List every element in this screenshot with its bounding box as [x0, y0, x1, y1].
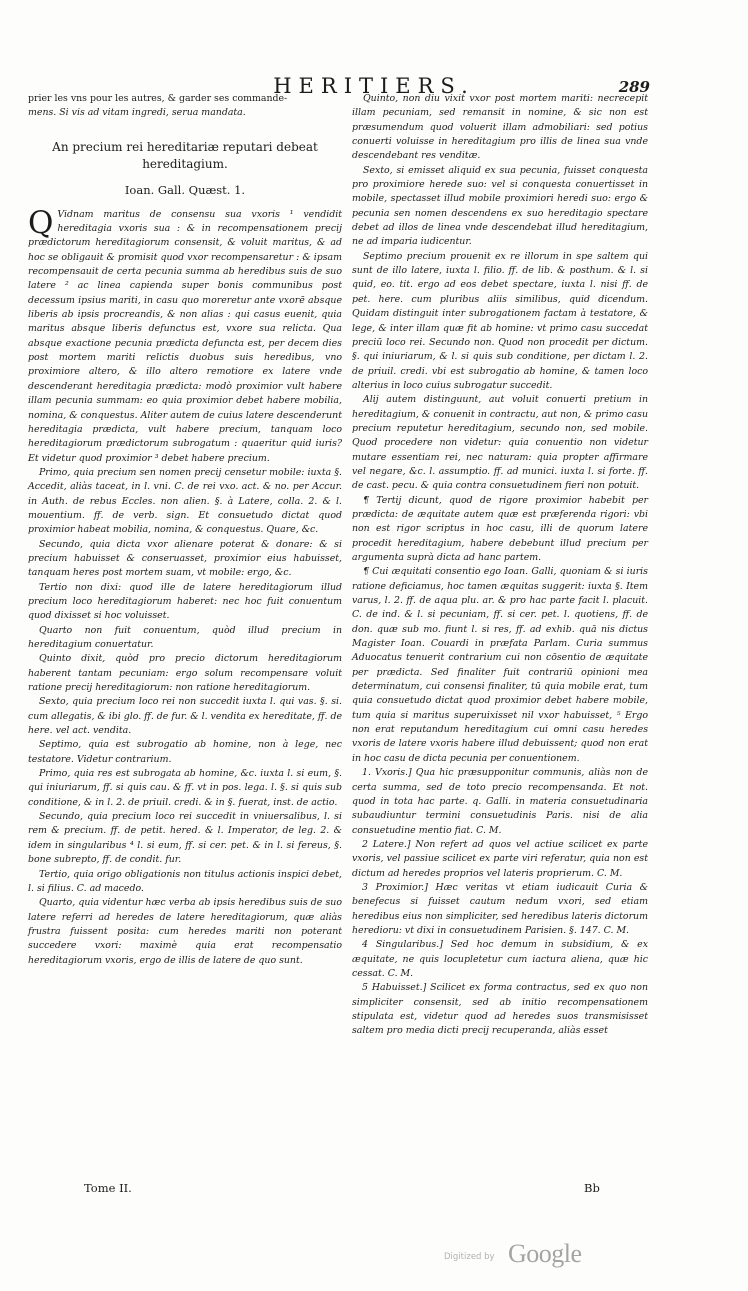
body-paragraph: Tertio non dixi: quod ille de latere hereditagiorum illud precium loco hereditagiorum haberet: nec hoc fuit conuentum quod dixisset si hoc voluisset. — [28, 581, 342, 622]
body-paragraph: Sexto, si emisset aliquid ex sua pecunia, fuisset conquesta pro proximiore herede suo: vel si conquesta conuertisset in mobile, spectasset illud mobile proximiori heredi suo: ergo & pecunia sen nomen descendens ex suo hereditagio spectare debet ad illos de linea vnde descendebat illud hereditagium, ne ad imparia iudicentur. — [352, 164, 648, 248]
body-paragraph: Primo, quia res est subrogata ab homine, &c. iuxta l. si eum, §. qui iniuriarum, ff. si quis cau. & ff. vt in pos. lega. l. §. si quis sub conditione, & in l. 2. de priuil. credi. & in §. fuerat, inst. de actio. — [28, 768, 342, 808]
body-paragraph: Tertio, quia origo obligationis non titulus actionis inspici debet, l. si filius. C. ad macedo. — [28, 868, 342, 894]
drop-cap: Q — [28, 204, 54, 241]
running-head: HERITIERS. — [273, 74, 475, 98]
question-heading: An precium rei hereditariæ reputari debeat hereditagium. — [52, 139, 318, 171]
page-footer — [0, 1181, 748, 1211]
watermark-prefix: Digitized by — [444, 1252, 495, 1262]
body-paragraph: Quarto, quia videntur hæc verba ab ipsis heredibus suis de suo latere referri ad heredes de latere hereditagiorum, quæ aliàs frustra fuissent posita: cum heredes mariti non poterant succedere vxori: maximè quia erat recompensatio hereditagiorum vxoris, ergo de illis de latere de quo sunt. — [28, 897, 342, 966]
body-paragraph: ¶ Cui æquitati consentio ego Ioan. Galli, quoniam & si iuris ratione deficiamus, hoc tamen æquitas suggerit: iuxta §. Item varus, l. 2. ff. de aqua plu. ar. & pro hac parte facit l. placuit. C. de ind. & l. si pecuniam, ff. si cer. pet. l. quotiens, ff. de don. quæ sub mo. fiunt l. si res, ff. ad exhib. quā nis dictus Magister Ioan. Couardi in præfata Parlam. Curia summus Aduocatus tenuerit contrarium cui non cōsentio de æquitate per prædicta. Sed finaliter fuit contrariū opinioni mea determinatum, cui consensi finaliter, tū quia mobile erat, tum quia consuetudo dictat quod proximior debet habere mobile, tum quia si maritus superuixisset nil vxor habuisset, ⁵ Ergo non erat reputandum hereditagium cui omni casu heredes vxoris de latere vxoris habere illud debuissent; quod non erat in hoc casu de dicta pecunia per conuentionem. — [352, 566, 648, 764]
body-paragraph: Quinto, non diu vixit vxor post mortem mariti: necrecepit illam pecuniam, sed remansit in nomine, & sic non est præsumendum quod voluerit illam admobiliari: sed potius conuerti voluisse in hereditagium pro illis de linea sua vnde descendebant res venditæ. — [352, 93, 648, 162]
intro-line: mens. Si vis ad vitam ingredi, serua mandata. — [28, 107, 246, 119]
right-column — [352, 92, 648, 1039]
footnote: 4 Singularibus.] Sed hoc demum in subsidium, & ex æquitate, ne quis locupletetur cum iactura aliena, quæ hic cessat. C. M. — [352, 939, 648, 979]
body-paragraph: Septimo, quia est subrogatio ab homine, non à lege, nec testatore. Videtur contrarium. — [28, 739, 342, 765]
volume-label: Tome II. — [84, 1181, 132, 1195]
body-paragraph: Quinto dixit, quòd pro precio dictorum hereditagiorum haberent tantam pecuniam: ergo solum recompensare voluit ratione precij hereditagiorum: non ratione hereditagiorum. — [28, 653, 342, 694]
body-paragraph: Alij autem distinguunt, aut voluit conuerti pretium in hereditagium, & conuenit in contractu, aut non, & primo casu precium reputetur hereditagium, secundo non, sed mobile. Quod procedere non videtur: quia conuentio non videtur mutare essentiam rei, nec naturam: quia propter affirmare vel negare, &c. l. assumptio. ff. ad munici. iuxta l. si forte. ff. de cast. pecu. & quia contra consuetudinem fieri non potuit. — [352, 394, 648, 492]
left-column — [28, 92, 342, 968]
body-paragraph: Sexto, quia precium loco rei non succedit iuxta l. qui vas. §. si. cum allegatis, & ibi glo. ff. de fur. & l. vendita ex hereditate, ff. de here. vel act. vendita. — [28, 696, 342, 737]
footnote: 5 Habuisset.] Scilicet ex forma contractus, sed ex quo non simpliciter consensit, sed ab initio recompensationem stipulata est, videtur quod ad heredes suos transmisisset saltem pro media dicti precij recuperanda, aliàs esset — [352, 982, 648, 1037]
body-paragraph: Septimo precium prouenit ex re illorum in spe saltem qui sunt de illo latere, iuxta l. filio. ff. de lib. & posthum. & l. si quid, eo. tit. ergo ad eos debet spectare, iuxta l. nisi ff. de pet. here. cum pluribus aliis similibus, quid dicendum. Quidam distinguit inter subrogationem factam à testatore, & lege, & inter illam quæ fit ab homine: vt primo casu succedat preciū loco rei. Secundo non. Quod non procedit per dictum. §. qui iniuriarum, & l. si quis sub conditione, per dictam l. 2. de priuil. credi. vbi est subrogatio ab homine, & tamen loco alterius in loco cuius subrogatur succedit. — [352, 250, 648, 391]
google-watermark — [444, 1239, 644, 1273]
footnote: 3 Proximior.] Hæc veritas vt etiam iudicauit Curia & benefecus si fuisset cautum nedum vxori, sed etiam heredibus eius non simpliciter, sed heredibus lateris dictorum heredioru: vt dixi in consuetudinem Parisien. §. 147. C. M. — [352, 881, 648, 936]
body-paragraph: Vidnam maritus de consensu sua vxoris ¹ vendidit hereditagia vxoris sua : & in recompensationem precij prædictorum hereditagiorum consensit, & voluit maritus, & ad hoc se obligauit & promisit quod vxor recompensaretur : & ipsam recompensauit de certa pecunia summa ab heredibus suis de suo latere ² ac linea capienda super bonis communibus post decessum ipsius mariti, in casu quo moreretur ante vxorē absque liberis ab ipsis procreandis, & non alias : qui casus euenit, quia maritus absque liberis defunctus est, vxore sua relicta. Qua absque exactione pecunia prædicta defuncta est, per decem dies post mortem mariti relictis duobus suis heredibus, vno proximiore altero, & illo altero remotiore ex latere vnde descenderant hereditagia prædicta: modò proximior vult habere illam pecunia summam: eo quia proximior debet habere mobilia, nomina, & conquestus. Aliter autem de cuius latere descenderunt hereditagia prædicta, vult habere precium, tanquam loco hereditagiorum prædictorum subrogatum : quaeritur quid iuris? Et videtur quod proximior ³ debet habere precium. — [28, 208, 342, 464]
signature-mark: Bb — [584, 1181, 600, 1195]
page-number: 289 — [618, 78, 650, 96]
footnotes — [352, 766, 648, 1039]
body-paragraph: Secundo, quia precium loco rei succedit in vniuersalibus, l. si rem & precium. ff. de petit. hered. & l. Imperator, de leg. 2. & idem in singularibus ⁴ l. si eum, ff. si cer. pet. & in l. si fereus, §. bone subrepto, ff. de condit. fur. — [28, 811, 342, 866]
attribution: Ioan. Gall. Quæst. 1. — [124, 182, 246, 197]
body-paragraph: Primo, quia precium sen nomen precij censetur mobile: iuxta §. Accedit, aliàs taceat, in l. vni. C. de rei vxo. act. & no. per Accur. in Auth. de rebus Eccles. non alien. §. à Latere, colla. 2. & l. mouentium. ff. de verb. sign. Et consuetudo dictat quod proximior habeat mobilia, nomina, & conquestus. Quare, &c. — [28, 466, 342, 536]
body-paragraph: ¶ Tertij dicunt, quod de rigore proximior habebit per prædicta: de æquitate autem quæ est præferenda rigori: vbi non est rigor scriptus in hoc casu, illi de quorum latere procedit hereditagium, habere debebunt illud precium per argumenta suprà dicta ad hanc partem. — [352, 494, 648, 563]
body-paragraph: Quarto non fuit conuentum, quòd illud precium in hereditagium conuertatur. — [28, 624, 342, 650]
footnote: 2 Latere.] Non refert ad quos vel actiue scilicet ex parte vxoris, vel passiue scilicet ex parte viri referatur, quia non est dictum ad heredes proprios vel lateris proprierum. C. M. — [352, 838, 648, 879]
footnote: 1. Vxoris.] Qua hic præsupponitur communis, aliàs non de certa summa, sed de toto precio recompensanda. Et not. quod in tota hac parte. q. Galli. in materia consuetudinaria subaudiuntur termini consuetudinis Paris. nisi de alia consuetudine mentio fiat. C. M. — [352, 767, 648, 836]
intro-line: prier les vns pour les autres, & garder ses commande- — [28, 93, 288, 104]
body-paragraph: Secundo, quia dicta vxor alienare poterat & donare: & si precium habuisset & conseruasset, proximior eius habuisset, tanquam heres post mortem suam, vt mobile: ergo, &c. — [28, 538, 342, 579]
watermark-brand: Google — [508, 1239, 582, 1268]
